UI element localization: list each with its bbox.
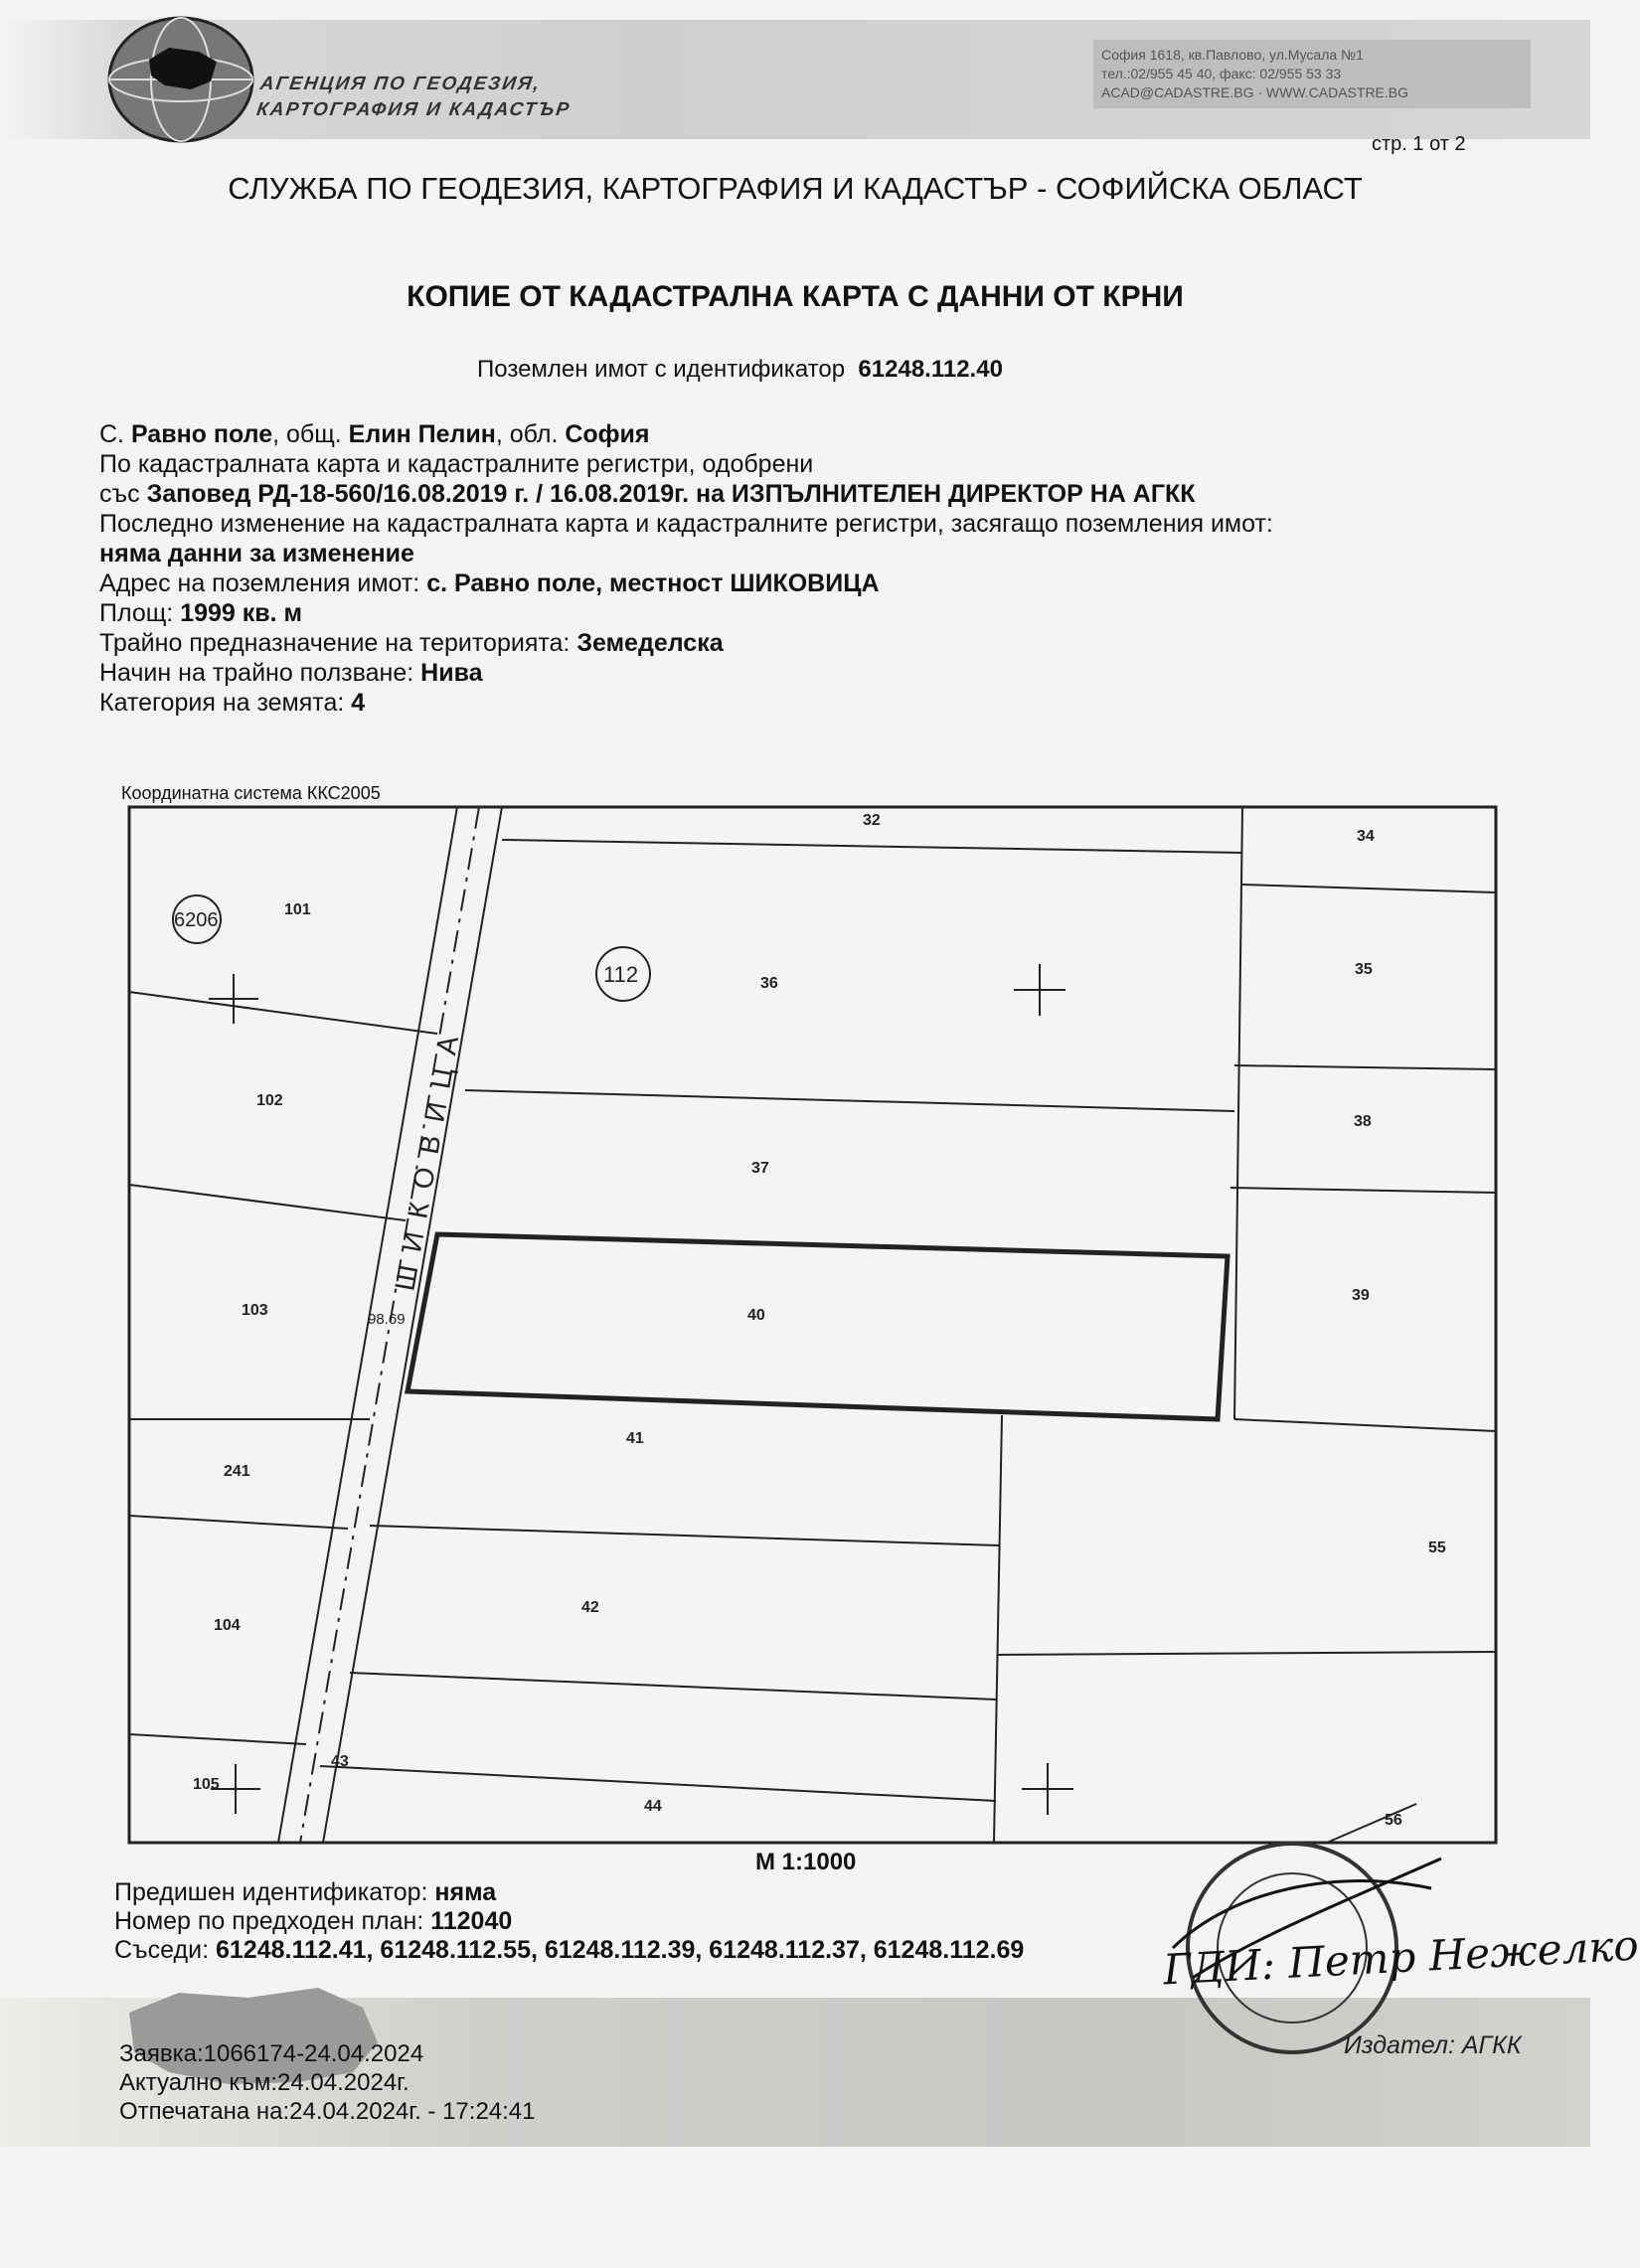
map-scale: М 1:1000 bbox=[755, 1849, 857, 1875]
boundary bbox=[502, 840, 1242, 853]
municipality-label: , общ. bbox=[272, 420, 349, 448]
signature: ГДИ: Петр Нежелко bbox=[1162, 1920, 1640, 1995]
parcel-identifier-value: 61248.112.40 bbox=[858, 356, 1003, 383]
address-label: Адрес на поземления имот: bbox=[99, 569, 427, 597]
area-label: Площ: bbox=[99, 599, 181, 627]
boundary bbox=[998, 1652, 1496, 1655]
publisher: Издател: АГКК bbox=[1344, 2031, 1522, 2059]
parcel-label-241: 241 bbox=[224, 1463, 250, 1480]
category-label: Категория на земята: bbox=[99, 689, 352, 717]
boundary bbox=[465, 1090, 1234, 1111]
street-dimension: 98.69 bbox=[368, 1311, 406, 1328]
boundary bbox=[129, 1185, 406, 1220]
request-line: Заявка:1066174-24.04.2024 bbox=[119, 2040, 424, 2067]
last-change-value: няма данни за изменение bbox=[99, 540, 414, 567]
purpose-label: Трайно предназначение на територията: bbox=[99, 629, 577, 657]
contact-phone: тел.:02/955 45 40, факс: 02/955 53 33 bbox=[1101, 66, 1342, 81]
contact-web: ACAD@CADASTRE.BG · WWW.CADASTRE.BG bbox=[1101, 84, 1409, 100]
contact-address: София 1618, кв.Павлово, ул.Мусала №1 bbox=[1101, 47, 1364, 63]
boundary bbox=[320, 1766, 996, 1801]
street-name-label: ШИКОВИЦА bbox=[389, 1020, 467, 1294]
survey-cross bbox=[1022, 1763, 1073, 1815]
approved-line: По кадастралната карта и кадастралните регистри, одобрени bbox=[99, 450, 814, 478]
boundary bbox=[1242, 885, 1496, 892]
parcel-label-44: 44 bbox=[644, 1798, 662, 1815]
parcel-label-105: 105 bbox=[193, 1776, 220, 1793]
address-value: с. Равно поле, местност ШИКОВИЦА bbox=[426, 569, 880, 597]
subject-parcel-40 bbox=[408, 1234, 1228, 1419]
parcel-label-40: 40 bbox=[747, 1307, 765, 1324]
street-edge-right bbox=[323, 807, 502, 1843]
parcel-label-36: 36 bbox=[760, 975, 778, 992]
boundary bbox=[370, 1526, 999, 1545]
region-label: , обл. bbox=[495, 420, 566, 448]
document-title: КОПИЕ ОТ КАДАСТРАЛНА КАРТА С ДАННИ ОТ КРНИ bbox=[407, 280, 1184, 313]
agency-name-line1: АГЕНЦИЯ ПО ГЕОДЕЗИЯ, bbox=[258, 74, 543, 94]
parcel-label-101: 101 bbox=[284, 901, 311, 918]
survey-cross bbox=[1014, 964, 1066, 1016]
previous-plan-label: Номер по предходен план: bbox=[114, 1907, 431, 1935]
parcel-label-56: 56 bbox=[1385, 1812, 1402, 1829]
actual-line: Актуално към:24.04.2024г. bbox=[119, 2069, 410, 2096]
request-info bbox=[119, 2039, 536, 2126]
neighbors-value: 61248.112.41, 61248.112.55, 61248.112.39, 61248.112.37, 61248.112.69 bbox=[215, 1936, 1025, 1964]
usage-label: Начин на трайно ползване: bbox=[99, 659, 421, 687]
parcel-identifier-label: Поземлен имот с идентификатор bbox=[477, 356, 846, 383]
boundary bbox=[1234, 1065, 1496, 1069]
area-value: 1999 кв. м bbox=[180, 599, 303, 627]
parcel-label-43: 43 bbox=[331, 1753, 349, 1770]
boundary bbox=[129, 1734, 306, 1744]
order-prefix: със bbox=[99, 480, 147, 508]
location-prefix: С. bbox=[99, 420, 131, 448]
block-label: 6206 bbox=[174, 909, 219, 931]
order-value: Заповед РД-18-560/16.08.2019 г. / 16.08.2019г. на ИЗПЪЛНИТЕЛЕН ДИРЕКТОР НА АГКК bbox=[146, 480, 1196, 508]
parcel-label-38: 38 bbox=[1354, 1113, 1372, 1130]
agency-name-line2: КАРТОГРАФИЯ И КАДАСТЪР bbox=[254, 99, 573, 120]
municipality: Елин Пелин bbox=[348, 420, 496, 448]
survey-cross bbox=[209, 974, 258, 1024]
coordinate-system: Координатна система ККС2005 bbox=[121, 783, 381, 803]
parcel-label-102: 102 bbox=[256, 1092, 283, 1109]
previous-plan-line bbox=[114, 1907, 1024, 1936]
last-change-label: Последно изменение на кадастралната карта и кадастралните регистри, засягащо поземления имот: bbox=[99, 510, 1273, 538]
previous-identifier-label: Предишен идентификатор: bbox=[114, 1878, 435, 1906]
parcel-label-32: 32 bbox=[863, 812, 881, 829]
boundary bbox=[129, 1516, 348, 1529]
boundary bbox=[129, 992, 437, 1034]
boundary bbox=[1230, 1188, 1496, 1193]
category-value: 4 bbox=[351, 689, 366, 717]
previous-plan-value: 112040 bbox=[430, 1907, 513, 1935]
block-label: 112 bbox=[603, 962, 639, 987]
boundary bbox=[1234, 807, 1242, 1419]
previous-identifier-line bbox=[114, 1878, 1024, 1907]
boundary bbox=[1234, 1419, 1496, 1431]
map-lines bbox=[129, 807, 1496, 1843]
parcel-label-34: 34 bbox=[1357, 828, 1375, 845]
usage-value: Нива bbox=[420, 659, 483, 687]
parcel-label-35: 35 bbox=[1355, 961, 1373, 978]
parcel-label-37: 37 bbox=[751, 1160, 769, 1177]
parcel-label-41: 41 bbox=[626, 1430, 644, 1447]
parcel-label-103: 103 bbox=[242, 1302, 268, 1319]
parcel-label-39: 39 bbox=[1352, 1287, 1370, 1304]
map-frame bbox=[129, 807, 1496, 1843]
map-labels bbox=[174, 812, 1446, 1829]
village: Равно поле bbox=[130, 420, 273, 448]
printed-line: Отпечатана на:24.04.2024г. - 17:24:41 bbox=[119, 2098, 536, 2125]
region: София bbox=[565, 420, 650, 448]
parcel-label-55: 55 bbox=[1428, 1539, 1446, 1556]
boundary bbox=[350, 1673, 996, 1700]
parcel-label-42: 42 bbox=[581, 1599, 599, 1616]
parcel-label-104: 104 bbox=[214, 1617, 241, 1634]
service-title: СЛУЖБА ПО ГЕОДЕЗИЯ, КАРТОГРАФИЯ И КАДАСТЪР - СОФИЙСКА ОБЛАСТ bbox=[228, 171, 1363, 206]
boundary bbox=[994, 1415, 1002, 1843]
footer-info bbox=[114, 1878, 1024, 1965]
page-number: стр. 1 от 2 bbox=[1372, 133, 1466, 155]
purpose-value: Земеделска bbox=[576, 629, 724, 657]
neighbors-label: Съседи: bbox=[114, 1936, 216, 1964]
neighbors-line bbox=[114, 1936, 1024, 1965]
previous-identifier-value: няма bbox=[434, 1878, 497, 1906]
